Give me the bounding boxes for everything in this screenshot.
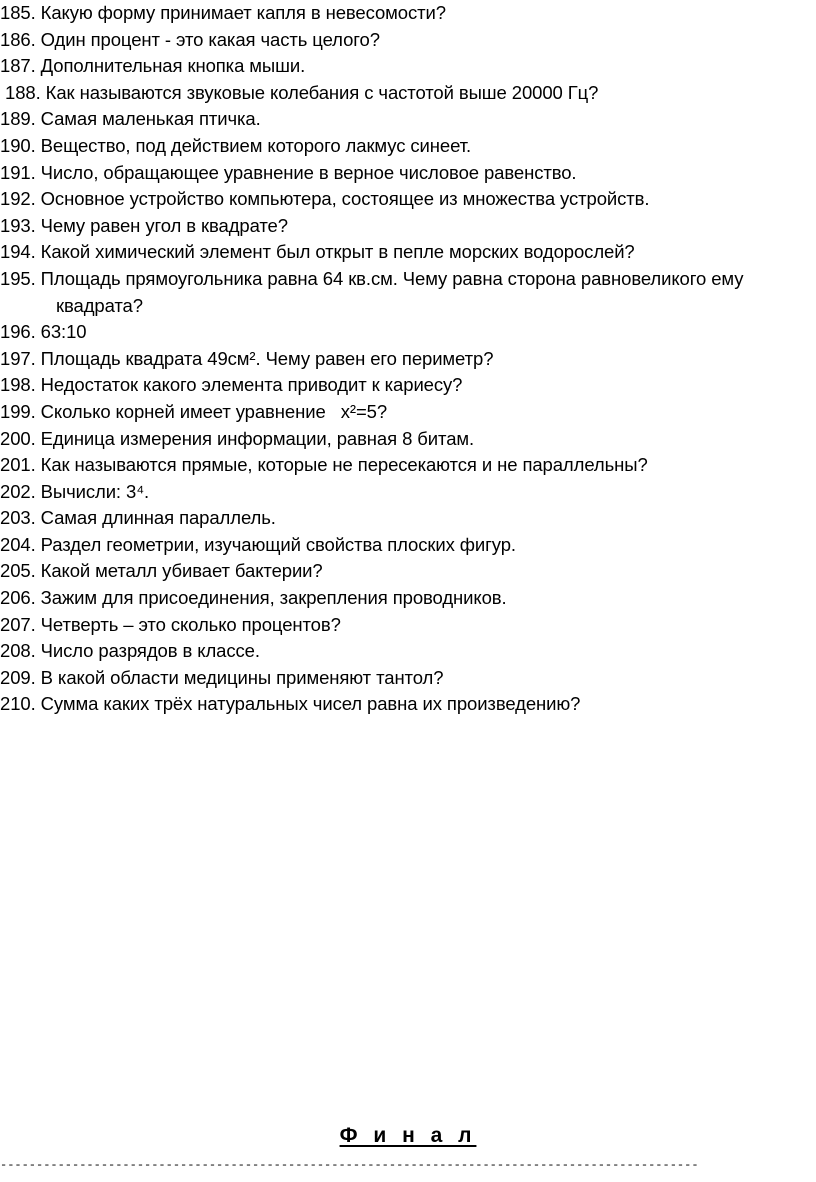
question-204: 204. Раздел геометрии, изучающий свойства плоских фигур.: [0, 533, 516, 555]
question-203: 203. Самая длинная параллель.: [0, 507, 276, 529]
question-189: 189. Самая маленькая птичка.: [0, 108, 261, 130]
question-206: 206. Зажим для присоединения, закрепления проводников.: [0, 587, 507, 609]
final-heading: Ф и н а л: [339, 1124, 477, 1147]
question-201: 201. Как называются прямые, которые не пересекаются и не параллельны?: [0, 454, 648, 476]
question-199: 199. Сколько корней имеет уравнение х²=5?: [0, 400, 388, 422]
question-209: 209. В какой области медицины применяют тантол?: [0, 666, 444, 688]
dashed-divider: -------------------------------------------------------------------------------------------------: [0, 1158, 699, 1172]
question-205: 205. Какой металл убивает бактерии?: [0, 560, 323, 582]
question-196: 196. 63:10: [0, 321, 87, 343]
question-194: 194. Какой химический элемент был открыт в пепле морских водорослей?: [0, 241, 635, 263]
question-188: 188. Как называются звуковые колебания с частотой выше 20000 Гц?: [0, 81, 599, 103]
question-202: 202. Вычисли: 3⁴.: [0, 480, 150, 502]
question-185: 185. Какую форму принимает капля в невесомости?: [0, 2, 446, 23]
question-200: 200. Единица измерения информации, равная 8 битам.: [0, 427, 475, 449]
question-193: 193. Чему равен угол в квадрате?: [0, 214, 288, 236]
question-186: 186. Один процент - это какая часть целого?: [0, 28, 380, 50]
question-210: 210. Сумма каких трёх натуральных чисел равна их произведению?: [0, 693, 581, 715]
question-208: 208. Число разрядов в классе.: [0, 640, 260, 662]
question-198: 198. Недостаток какого элемента приводит к кариесу?: [0, 374, 463, 396]
question-207: 207. Четверть – это сколько процентов?: [0, 613, 341, 635]
question-192: 192. Основное устройство компьютера, состоящее из множества устройств.: [0, 188, 650, 210]
question-195: 195. Площадь прямоугольника равна 64 кв.см. Чему равна сторона равновеликого ему квадрата?: [0, 267, 744, 316]
question-187: 187. Дополнительная кнопка мыши.: [0, 55, 306, 77]
question-191: 191. Число, обращающее уравнение в верное числовое равенство.: [0, 161, 577, 183]
question-190: 190. Вещество, под действием которого лакмус синеет.: [0, 134, 472, 156]
question-197: 197. Площадь квадрата 49см². Чему равен его периметр?: [0, 347, 494, 369]
